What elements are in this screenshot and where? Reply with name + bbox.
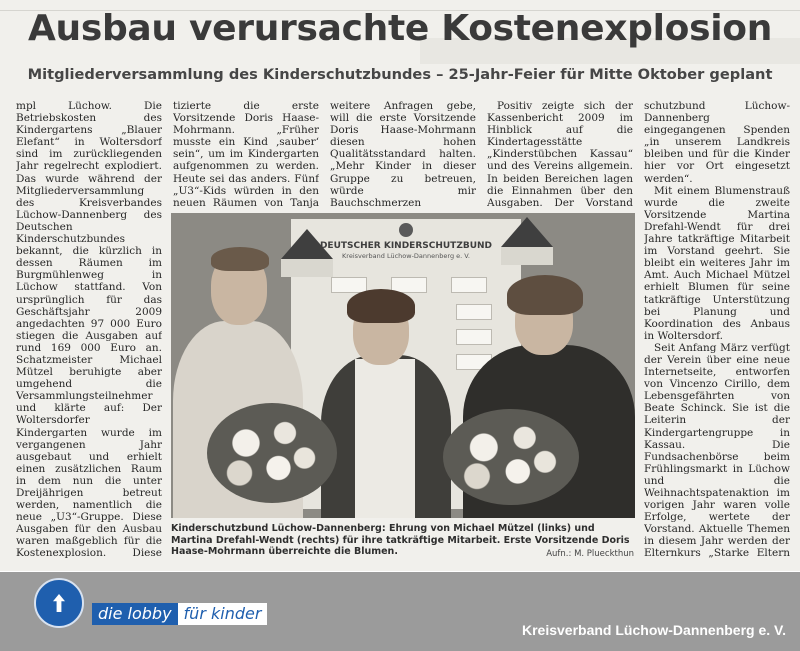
roof-shaped-sign <box>501 217 553 247</box>
column-3-paragraph-1: weitere Anfragen gebe, will die erste Vorsitzende Doris Haase-Mohrmann diesen hohen Qualitätsstandard halten. „Mehr Kinder in dieser Gruppe zu betreuen, würde mir Bauchschmerzen <box>330 100 476 208</box>
column-5-paragraph-3: Seit Anfang März verfügt der Verein über eine neue Internetseite, entworfen von Vincenzo Cirillo, dem Lebensgefährten von Beate Schinck. Sie ist die Leiterin der Kindergartengruppe in Kassau. Die Fundsachenbörse beim Frühlingsmarkt in Lüchow und die Weihnachtspatenaktion im vorigen Jahr waren volle Erfolge, wertete der Vorstand. Aktuelle Themen in diesem Jahr werden der Elternkurs „Starke Eltern <box>644 341 790 560</box>
logo-figure-icon <box>53 594 65 612</box>
roof-shaped-sign <box>281 229 333 259</box>
column-4-paragraph-1: Positiv zeigte sich der Kassenbericht 2009 im Hinblick auf die Kindertagesstätte „Kinderstübchen Kassau“ und des Vereins allgemein. In beiden Bereichen lagen die Einnahmen über den Ausgaben. Der Vorstand <box>487 100 633 208</box>
column-1-paragraph-1: mpl Lüchow. Die Betriebskosten des Kindergartens „Blauer Elefant“ in Woltersdorf sind im zurückliegenden Jahr regelrecht explodiert. Das wurde während der Mitgliederversammlung des Kreisverbandes Lüchow-Dannenberg des Deutschen Kinderschutzbundes bekannt, die kürzlich in dessen Räumen im Burgmühlenweg in Lüchow stattfand. Von ursprünglich für das Geschäftsjahr 2009 angedachten 97 000 Euro stiegen die Ausgaben auf rund 169 000 Euro an. Schatzmeister Michael Mützel beruhigte aber umgehend die Versammlungsteilnehmer und klärte auf: Der Woltersdorfer Kindergarten wurde im vergangenen Jahr ausgebaut und erhielt einen zusätzlichen Raum in dem nun die unter Dreijährigen betreut werden, namentlich die neue „U3“-Gruppe. Diese Ausgaben für den Ausbau waren maßgeblich für die Kostenexplosion. Diese <box>16 100 162 560</box>
poster-subtitle: Kreisverband Lüchow-Dannenberg e. V. <box>342 252 470 260</box>
person-left-hair <box>211 247 269 271</box>
footer-band <box>0 572 800 651</box>
person-right-hair <box>507 275 583 315</box>
article-headline: Ausbau verursachte Kostenexplosion <box>27 8 773 49</box>
column-5-paragraph-2: Mit einem Blumenstrauß wurde die zweite Vorsitzende Martina Drefahl-Wendt für drei Jahre tatkräftige Mitarbeit im Vorstand geehrt. Sie bleibt ein weiteres Jahr im Amt. Auch Michael Mützel erhielt Blumen für seine tatkräftige Unterstützung bei Planung und Koordination des Anbaus in Woltersdorf. <box>644 184 790 342</box>
photo-caption: Kinderschutzbund Lüchow-Dannenberg: Ehrung von Michael Mützel (links) und Martina Drefahl-Wendt (rechts) für ihre tatkräftige Mitarbeit. Erste Vorsitzende Doris Haase-Mohrmann überreichte die Blumen. <box>171 523 630 557</box>
slogan-part-2: für kinder <box>178 603 268 625</box>
sponsor-logo <box>451 277 487 293</box>
article-column-4 <box>487 100 633 208</box>
article-column-5 <box>644 100 790 560</box>
flower-bouquet-right <box>443 409 579 505</box>
article-column-2 <box>173 100 319 208</box>
article-subheadline: Mitgliederversammlung des Kinderschutzbundes – 25-Jahr-Feier für Mitte Oktober geplant <box>27 66 773 83</box>
flower-bouquet-left <box>207 403 337 503</box>
person-middle-blouse <box>355 359 415 518</box>
article-column-3 <box>330 100 476 208</box>
slogan <box>92 603 267 625</box>
sign-panel <box>281 259 333 277</box>
sign-panel <box>501 247 553 265</box>
sponsor-logo <box>456 304 492 320</box>
organization-name: Kreisverband Lüchow-Dannenberg e. V. <box>522 622 786 638</box>
sponsor-logo <box>331 277 367 293</box>
sponsor-logo <box>456 329 492 345</box>
article-column-1 <box>16 100 162 560</box>
slogan-part-1: die lobby <box>92 603 178 625</box>
column-2-paragraph-1: tizierte die erste Vorsitzende Doris Haase-Mohrmann. „Früher musste ein Kind ‚sauber‘ sein“, um im Kindergarten aufgenommen zu werden. Heute sei das anders. Fünf „U3“-Kids würden in den neuen Räumen von Tanja <box>173 100 319 208</box>
photo-credit: Aufn.: M. Plueckthun <box>546 549 634 559</box>
person-middle-hair <box>347 289 415 323</box>
kinderschutzbund-logo-icon <box>34 578 84 628</box>
article-photo <box>171 213 635 518</box>
poster-logo-icon <box>399 223 413 237</box>
column-5-paragraph-1: schutzbund Lüchow-Dannenberg eingegangenen Spenden „in unserem Landkreis bleiben und für die Kinder hier vor Ort eingesetzt werden“. <box>644 100 790 185</box>
poster-title: DEUTSCHER KINDERSCHUTZBUND <box>319 241 493 251</box>
